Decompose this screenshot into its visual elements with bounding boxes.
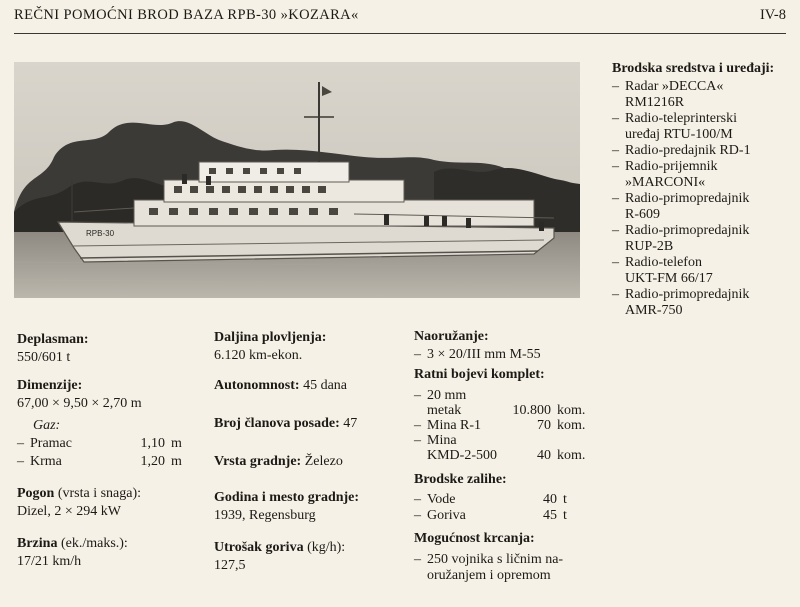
equipment-item: – Radio-primopredajnik AMR-750 <box>612 287 750 318</box>
pogon-sublabel: (vrsta i snaga): <box>57 486 142 501</box>
gaz-row: – Pramac 1,10 m <box>17 435 197 453</box>
deplasman-label: Deplasman: <box>17 332 89 347</box>
gradnja-value: Železo <box>304 454 343 469</box>
zalihe-row-value: 45 <box>543 508 557 523</box>
equipment-column <box>612 61 792 319</box>
equipment-item: – Radio-predajnik RD-1 <box>612 143 751 158</box>
zalihe-row-unit: t <box>563 492 567 507</box>
gaz-row-value: 1,20 <box>140 454 165 469</box>
utrosak-sublabel: (kg/h): <box>307 540 346 555</box>
komplet-row-unit: kom. <box>557 418 586 433</box>
komplet-row-value: 10.800 <box>512 403 551 418</box>
gradnja-row <box>214 453 404 471</box>
krcanje-line-2: oružanjem i opremom <box>427 568 551 583</box>
komplet-row-unit: kom. <box>557 448 586 463</box>
equipment-item: – Radio-teleprinterski uređaj RTU-100/M <box>612 111 737 142</box>
brzina-sublabel: (ek./maks.): <box>60 536 128 551</box>
autonomnost-value: 45 dana <box>303 378 348 393</box>
deplasman-value: 550/601 t <box>17 350 71 365</box>
zalihe-row-name: Goriva <box>427 508 466 523</box>
utrosak-value: 127,5 <box>214 558 246 573</box>
daljina-label: Daljina plovljenja: <box>214 330 327 345</box>
brzina-value: 17/21 km/h <box>17 554 82 569</box>
equipment-item: – Radio-primopredajnik RUP-2B <box>612 223 750 254</box>
dimenzije-label: Dimenzije: <box>17 378 83 393</box>
dimenzije-value: 67,00 × 9,50 × 2,70 m <box>17 396 142 411</box>
page-code: IV-8 <box>759 7 786 23</box>
specs-column-1 <box>17 331 197 571</box>
hull-label: RPB-30 <box>86 229 115 238</box>
naoruzanje-label: Naoružanje: <box>414 329 489 344</box>
komplet-row: – 20 mm <box>414 388 589 403</box>
brzina-label: Brzina (ek./maks.): <box>17 536 128 551</box>
zalihe-row-unit: t <box>563 508 567 523</box>
komplet-row <box>414 448 589 463</box>
header-rule <box>14 33 786 34</box>
daljina-value: 6.120 km-ekon. <box>214 348 303 363</box>
autonomnost-label: Autonomnost: <box>214 378 300 393</box>
krcanje-row: – 250 vojnika s ličnim na- <box>414 552 564 567</box>
page-header-title: REČNI POMOĆNI BROD BAZA RPB-30 »KOZARA« <box>14 7 359 23</box>
krcanje-line-1: 250 vojnika s ličnim na- <box>427 552 564 567</box>
posada-value: 47 <box>343 416 358 431</box>
krcanje-label: Mogućnost krcanja: <box>414 531 535 546</box>
posada-row <box>214 415 404 433</box>
zalihe-label: Brodske zalihe: <box>414 472 507 487</box>
komplet-row-name: 20 mm <box>427 388 467 403</box>
komplet-row: – Mina <box>414 433 589 448</box>
gaz-row-name: Krma <box>30 454 62 469</box>
naoruzanje-value: 3 × 20/III mm M-55 <box>427 347 541 362</box>
komplet-row-unit: kom. <box>557 403 586 418</box>
komplet-label: Ratni bojevi komplet: <box>414 367 545 382</box>
ship-photo-drawing <box>14 62 580 298</box>
gaz-row-unit: m <box>171 436 182 451</box>
komplet-row-name: Mina <box>427 433 457 448</box>
equipment-item: – Radar »DECCA« RM1216R <box>612 79 724 110</box>
gaz-row-value: 1,10 <box>140 436 165 451</box>
komplet-row: – Mina R-1 70 kom. <box>414 418 589 433</box>
naoruzanje-row: – 3 × 20/III mm M-55 <box>414 347 541 362</box>
specs-column-2 <box>214 329 404 575</box>
godina-label: Godina i mesto gradnje: <box>214 490 360 505</box>
komplet-row-name: KMD-2-500 <box>427 448 497 463</box>
komplet-row <box>414 403 589 418</box>
equipment-item: – Radio-telefon UKT-FM 66/17 <box>612 255 713 286</box>
komplet-row-name: metak <box>427 403 462 418</box>
specs-column-3 <box>414 328 589 584</box>
gradnja-label: Vrsta gradnje: <box>214 454 302 469</box>
pogon-label: Pogon (vrsta i snaga): <box>17 486 142 501</box>
posada-label: Broj članova posade: <box>214 416 340 431</box>
equipment-item: – Radio-primopredajnik R-609 <box>612 191 750 222</box>
autonomnost-row <box>214 377 404 395</box>
komplet-row-value: 70 <box>537 418 551 433</box>
zalihe-row-value: 40 <box>543 492 557 507</box>
ship-photo <box>14 62 580 298</box>
equipment-item: – Radio-prijemnik »MARCONI« <box>612 159 718 190</box>
gaz-row-unit: m <box>171 454 182 469</box>
komplet-row-name: Mina R-1 <box>427 418 482 433</box>
zalihe-row-name: Vode <box>427 492 456 507</box>
utrosak-label: Utrošak goriva (kg/h): <box>214 540 346 555</box>
gaz-row-name: Pramac <box>30 436 72 451</box>
komplet-row-value: 40 <box>537 448 551 463</box>
zalihe-row: – Vode 40 t <box>414 492 589 508</box>
zalihe-row: – Goriva 45 t <box>414 508 589 524</box>
pogon-value: Dizel, 2 × 294 kW <box>17 504 121 519</box>
equipment-title: Brodska sredstva i uređaji: <box>612 61 775 76</box>
gaz-label: Gaz: <box>33 418 61 433</box>
gaz-row: – Krma 1,20 m <box>17 453 197 471</box>
godina-value: 1939, Regensburg <box>214 508 316 523</box>
